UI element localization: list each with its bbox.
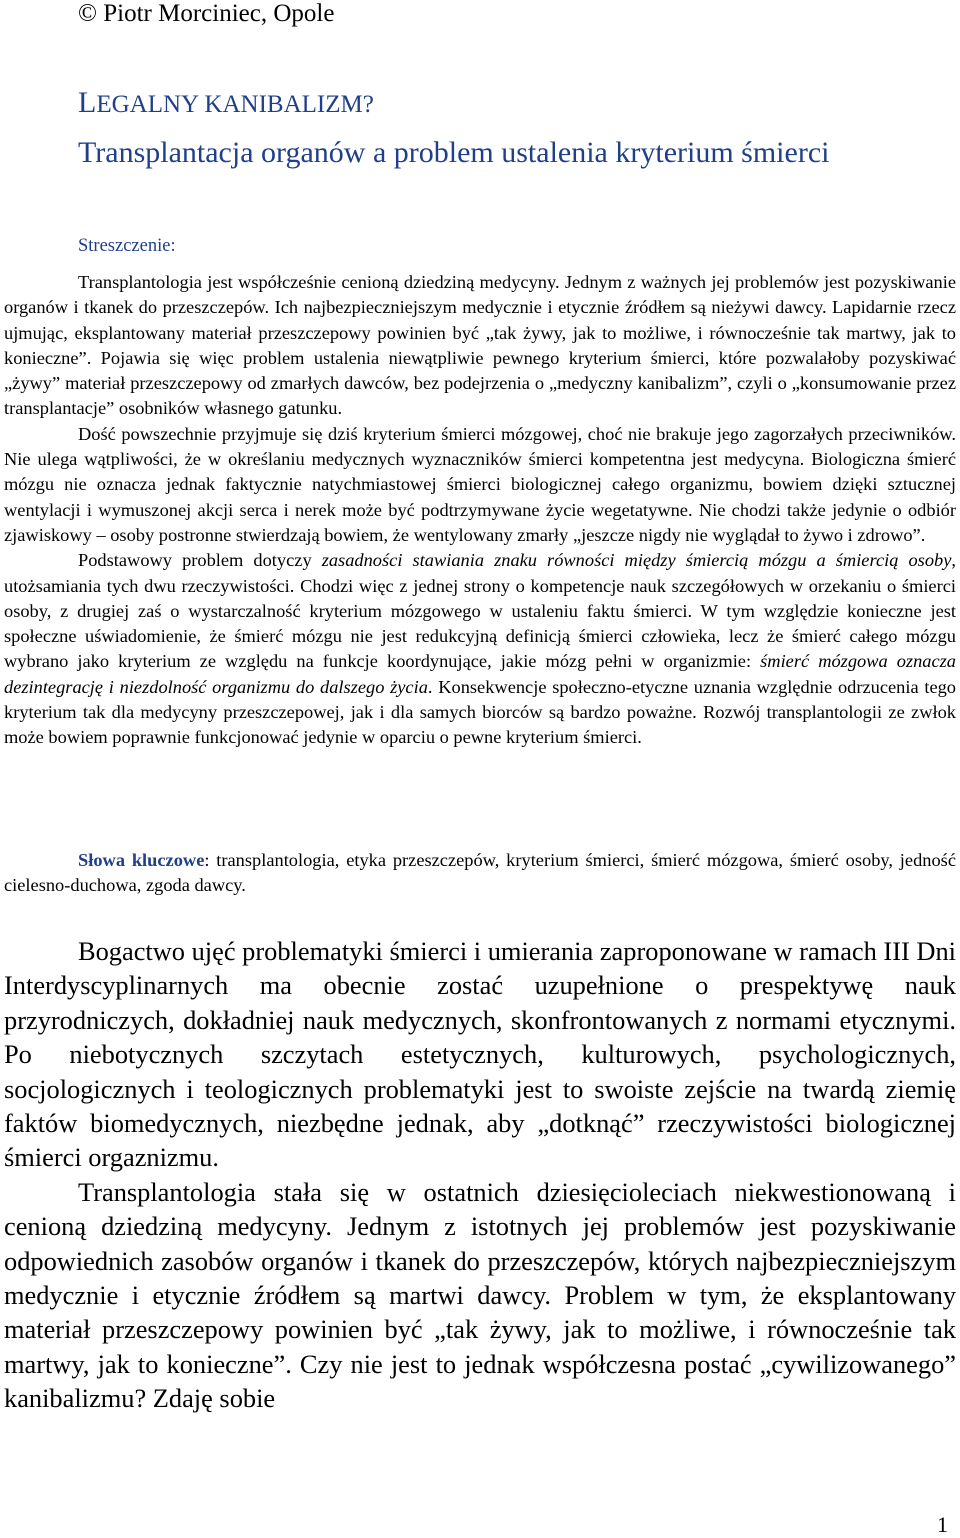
abstract-p3-text-a: Podstawowy problem dotyczy [78, 550, 322, 571]
main-body [4, 934, 956, 1416]
abstract-paragraph-1: Transplantologia jest współcześnie cenioną dziedziną medycyny. Jednym z ważnych jej problemów jest pozyskiwanie organów i tkanek do przeszczepów. Ich najbezpieczniejszym medycznie i etycznie źródłem są nieżywi dawcy. Lapidarnie rzecz ujmując, eksplantowany materiał przeszczepowy powinien być „tak żywy, jak to możliwe, i równocześnie tak martwy, jak to konieczne”. Pojawia się więc problem ustalenia niewątpliwie pewnego kryterium śmierci, które pozwalałoby pozyskiwać „żywy” materiał przeszczepowy od zmarłych dawców, bez podejrzenia o „medyczny kanibalizm”, czyli o „konsumowanie przez transplantacje” osobników własnego gatunku. [4, 272, 956, 419]
abstract-heading: Streszczenie: [78, 236, 176, 256]
title-main [78, 86, 374, 120]
title-subtitle: Transplantacja organów a problem ustalenia kryterium śmierci [78, 136, 830, 169]
author-line: © Piotr Morciniec, Opole [78, 0, 335, 27]
abstract-paragraph-2: Dość powszechnie przyjmuje się dziś kryterium śmierci mózgowej, choć nie brakuje jego zagorzałych przeciwników. Nie ulega wątpliwości, że w określaniu medycznych wyznaczników śmierci kompetentna jest medycyna. Biologiczna śmierć mózgu nie oznacza jednak faktycznie natychmiastowej śmierci biologicznej całego organizmu, bowiem dzięki sztucznej wentylacji i wymuszonej akcji serca i nerek może być podtrzymywane życie wegetatywne. Nie chodzi także jedynie o odbiór zjawiskowy – osoby postronne stwierdzają bowiem, że wentylowany zmarły „jeszcze nigdy nie wyglądał to żywo i zdrowo”. [4, 423, 956, 545]
keywords-label: Słowa kluczowe [78, 850, 205, 870]
abstract-body [4, 270, 956, 751]
abstract-p3-text-c: . Konsekwencje społeczno-etyczne uznania względnie odrzucenia tego kryterium tak dla medycyny przeszczepowej, jak i dla samych biorców są bardzo poważne. Rozwój transplantologii ze zwłok może bowiem poprawnie funkcjonować jedynie w oparciu o pewne kryterium śmierci. [4, 676, 956, 748]
abstract-p3-text-b: , utożsamiania tych dwu rzeczywistości. Chodzi więc z jednej strony o kompetencje nauk szczegółowych w orzekaniu o śmierci osoby, z drugiej zaś o wystarczalność kryterium mózgowego w ustaleniu faktu śmierci. W tym względzie konieczne jest społeczne uświadomienie, że śmierć mózgu nie jest redukcyjną definicją śmierci człowieka, lecz że śmierć całego mózgu wybrano jako kryterium ze względu na funkcje koordynujące, jakie mózg pełni w organizmie: [4, 550, 956, 672]
body-paragraph-2: Transplantologia stała się w ostatnich dziesięcioleciach niekwestionowaną i cenioną dziedziną medycyny. Jednym z istotnych jej problemów jest pozyskiwanie odpowiednich zasobów organów i tkanek do przeszczepów, których najbezpieczniejszym medycznie i etycznie źródłem są martwi dawcy. Problem w tym, że eksplantowany materiał przeszczepowy powinien być „tak żywy, jak to możliwe, i równocześnie tak martwy, jak to konieczne”. Czy nie jest to jednak współczesna postać „cywilizowanego” kanibalizmu? Zdaję sobie [4, 1176, 956, 1414]
abstract-paragraph-3 [4, 548, 956, 750]
abstract-p3-italic-1: zasadności stawiania znaku równości między śmiercią mózgu a śmiercią osoby [321, 550, 952, 571]
abstract-p3-italic-2: śmierć mózgowa oznacza dezintegrację i niezdolność organizmu do dalszego życia [4, 651, 956, 697]
title-rest: EGALNY KANIBALIZM? [96, 91, 374, 118]
keywords-text: : transplantologia, etyka przeszczepów, kryterium śmierci, śmierć mózgowa, śmierć osoby, jedność cielesno-duchowa, zgoda dawcy. [4, 850, 956, 896]
body-paragraph-1: Bogactwo ujęć problematyki śmierci i umierania zaproponowane w ramach III Dni Interdyscyplinarnych ma obecnie zostać uzupełnione o prespektywę nauk przyrodniczych, dokładniej nauk medycznych, skonfrontowanych z normami etycznymi. Po niebotycznych szczytach estetycznych, kulturowych, psychologicznych, socjologicznych i teologicznych problematyki jest to swoiste zejście na twardą ziemię faktów biomedycznych, niezbędne jednak, aby „dotknąć” rzeczywistości biologicznej śmierci orgaznizmu. [4, 936, 956, 1173]
title-initial: L [78, 86, 97, 119]
page-number: 1 [937, 1512, 948, 1537]
keywords [4, 848, 956, 899]
